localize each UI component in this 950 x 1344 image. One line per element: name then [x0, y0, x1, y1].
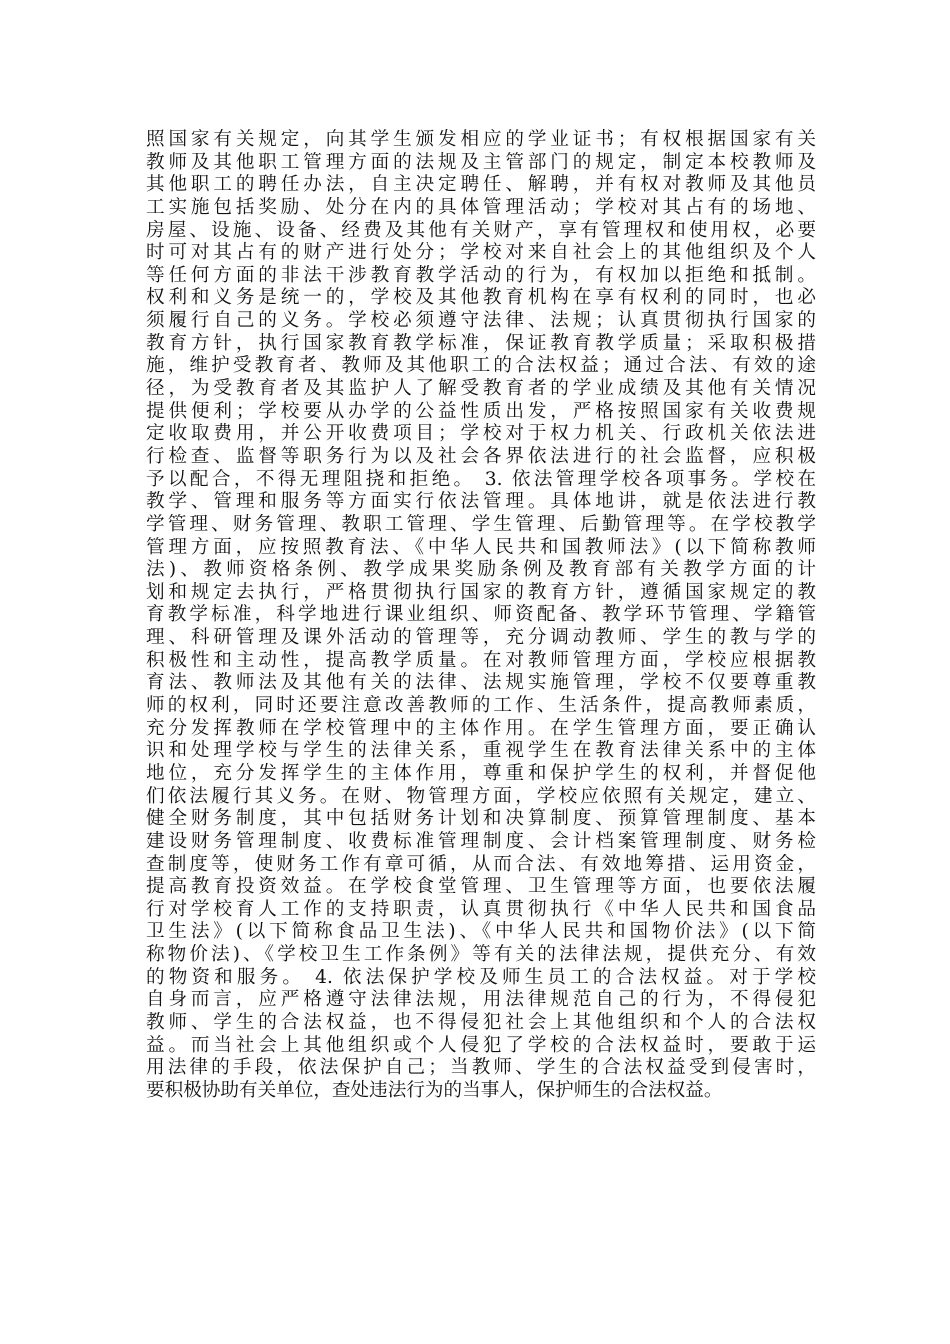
- text-line: 时可对其占有的财产进行处分；学校对来自社会上的其他组织及个人: [146, 242, 816, 264]
- text-line: 定收取费用，并公开收费项目；学校对于权力机关、行政机关依法进: [146, 423, 816, 445]
- text-line: 育法、教师法及其他有关的法律、法规实施管理，学校不仅要尊重教: [146, 672, 816, 694]
- text-line: 学管理、财务管理、教职工管理、学生管理、后勤管理等。在学校教学: [146, 513, 816, 535]
- text-line: 建设财务管理制度、收费标准管理制度、会计档案管理制度、财务检: [146, 830, 816, 852]
- text-line: 须履行自己的义务。学校必须遵守法律、法规；认真贯彻执行国家的: [146, 310, 816, 332]
- text-line: 予以配合，不得无理阻挠和拒绝。 3. 依法管理学校各项事务。学校在: [146, 468, 816, 490]
- text-line: 卫生法》(以下简称食品卫生法)、《中华人民共和国物价法》(以下简: [146, 921, 816, 943]
- text-line: 育教学标准，科学地进行课业组织、师资配备、教学环节管理、学籍管: [146, 604, 816, 626]
- text-line: 行对学校育人工作的支持职责，认真贯彻执行《中华人民共和国食品: [146, 898, 816, 920]
- text-line: 健全财务制度，其中包括财务计划和决算制度、预算管理制度、基本: [146, 808, 816, 830]
- text-line: 的物资和服务。 4. 依法保护学校及师生员工的合法权益。对于学校: [146, 966, 816, 988]
- text-line: 积极性和主动性，提高教学质量。在对教师管理方面，学校应根据教: [146, 649, 816, 671]
- text-line: 教育方针，执行国家教育教学标准，保证教育教学质量；采取积极措: [146, 332, 816, 354]
- text-line: 提供便利；学校要从办学的公益性质出发，严格按照国家有关收费规: [146, 400, 816, 422]
- text-line: 理、科研管理及课外活动的管理等，充分调动教师、学生的教与学的: [146, 627, 816, 649]
- text-line: 要积极协助有关单位，查处违法行为的当事人，保护师生的合法权益。: [146, 1079, 723, 1101]
- text-line: 提高教育投资效益。在学校食堂管理、卫生管理等方面，也要依法履: [146, 876, 816, 898]
- text-line: 自身而言，应严格遵守法律法规，用法律规范自己的行为，不得侵犯: [146, 989, 816, 1011]
- text-line: 照国家有关规定，向其学生颁发相应的学业证书；有权根据国家有关: [146, 129, 816, 150]
- text-line: 益。而当社会上其他组织或个人侵犯了学校的合法权益时，要敢于运: [146, 1034, 816, 1056]
- text-line: 法)、教师资格条例、教学成果奖励条例及教育部有关教学方面的计: [146, 559, 816, 581]
- text-line: 施，维护受教育者、教师及其他职工的合法权益；通过合法、有效的途: [146, 355, 816, 377]
- text-line: 充分发挥教师在学校管理中的主体作用。在学生管理方面，要正确认: [146, 717, 816, 739]
- text-line: 称物价法)、《学校卫生工作条例》等有关的法律法规，提供充分、有效: [146, 944, 816, 966]
- text-line: 教学、管理和服务等方面实行依法管理。具体地讲，就是依法进行教: [146, 491, 816, 513]
- text-line: 师的权利，同时还要注意改善教师的工作、生活条件，提高教师素质，: [146, 695, 816, 717]
- text-line: 等任何方面的非法干涉教育教学活动的行为，有权加以拒绝和抵制。: [146, 264, 816, 286]
- text-line: 教师、学生的合法权益，也不得侵犯社会上其他组织和个人的合法权: [146, 1011, 816, 1033]
- text-line: 工实施包括奖励、处分在内的具体管理活动；学校对其占有的场地、: [146, 196, 816, 218]
- text-line: 房屋、设施、设备、经费及其他有关财产，享有管理权和使用权，必要: [146, 219, 816, 241]
- text-line: 们依法履行其义务。在财、物管理方面，学校应依照有关规定，建立、: [146, 785, 816, 807]
- text-line: 权利和义务是统一的，学校及其他教育机构在享有权利的同时，也必: [146, 287, 816, 309]
- text-line: 识和处理学校与学生的法律关系，重视学生在教育法律关系中的主体: [146, 740, 816, 762]
- text-line: 用法律的手段，依法保护自己；当教师、学生的合法权益受到侵害时，: [146, 1057, 816, 1079]
- text-line: 查制度等，使财务工作有章可循，从而合法、有效地筹措、运用资金，: [146, 853, 816, 875]
- text-line: 径，为受教育者及其监护人了解受教育者的学业成绩及其他有关情况: [146, 378, 816, 400]
- text-line: 管理方面，应按照教育法、《中华人民共和国教师法》(以下简称教师: [146, 536, 816, 558]
- text-line: 行检查、监督等职务行为以及社会各界依法进行的社会监督，应积极: [146, 445, 816, 467]
- text-line: 地位，充分发挥学生的主体作用，尊重和保护学生的权利，并督促他: [146, 762, 816, 784]
- text-line: 其他职工的聘任办法，自主决定聘任、解聘，并有权对教师及其他员: [146, 174, 816, 196]
- text-line: 划和规定去执行，严格贯彻执行国家的教育方针，遵循国家规定的教: [146, 581, 816, 603]
- text-line: 教师及其他职工管理方面的法规及主管部门的规定，制定本校教师及: [146, 151, 816, 173]
- body-text: [146, 129, 816, 1103]
